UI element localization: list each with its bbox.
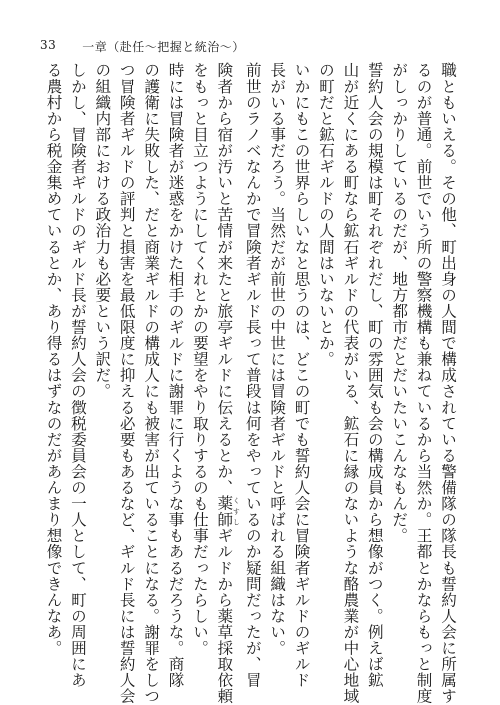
text-line: をもっと目立つようにしてくれとかの要望をやり取りするのも仕事だったらしい。: [190, 62, 209, 656]
text-line: いかにもこの世界らしいなと思うのは、どこの町でも誓約人会に冒険者ギルドのギルド: [292, 62, 311, 688]
page-header: [40, 38, 245, 55]
text-line: つ冒険者ギルドの評判と損害を最低限度に抑える必要もあるなど、ギルド長には誓約人会: [117, 62, 136, 704]
ruby-line-before: 険者から宿が汚いと苦情が来たと旅亭ギルドに伝えるとか、: [215, 62, 234, 496]
chapter-title: 一章（赴任〜把握と統治〜）: [82, 40, 245, 54]
text-line: 職ともいえる。その他、町出身の人間で構成されている警備隊の隊長も誓約人会に所属す: [439, 62, 457, 704]
text-line: 前世のラノベなんかで冒険者ギルド長って普段は何をやっているのか疑問だったが、冒: [243, 62, 262, 688]
text-line: の護衛に失敗した、だと商業ギルドの構成人にも被害が出ていることになる。謝罪をしつ: [142, 62, 161, 704]
text-line: るのが普通。前世でいう所の警察機構も兼ねているから当然か。王都とかならもっと制度: [414, 62, 433, 704]
text-line: 山が近くにある町なら鉱石ギルドの代表がいる、鉱石に縁のないような酪農業が中心地域: [341, 62, 360, 704]
text-line: 長がいる事だろう。当然だが前世の中世には冒険者ギルドと呼ばれる組織はない。: [268, 62, 287, 656]
ruby-annotation: [215, 495, 241, 528]
ruby-reading: くすし: [232, 495, 241, 528]
ruby-base: 薬師: [215, 495, 234, 528]
ruby-line-after: ギルドから薬草採取依頼: [215, 527, 234, 705]
text-line: がしっかりしているのだが、地方都市だとだいたいこんなもんだ。: [390, 62, 409, 544]
text-line: の町だと鉱石ギルドの人間はいないとか。: [316, 62, 335, 367]
text-line-with-ruby: [212, 62, 241, 705]
text-line: の組織内部における政治力も必要という訳だ。: [93, 62, 112, 400]
text-line: 誓約人会の規模は町それぞれだし、町の雰囲気も会の構成員から想像がつく。例えば鉱: [365, 62, 384, 688]
text-line: 時には冒険者が迷惑をかけた相手のギルドに謝罪に行くような事もあるだろうな。商隊: [166, 62, 185, 688]
text-line: しかし、冒険者ギルドのギルド長が誓約人会の徴税委員会の一人として、町の周囲にあ: [68, 62, 87, 688]
text-line: る農村から税金集めているとか、あり得るはずなのだがあんまり想像できんなあ。: [44, 62, 63, 656]
vertical-text-body: [44, 62, 460, 705]
page-number: 33: [40, 38, 57, 52]
